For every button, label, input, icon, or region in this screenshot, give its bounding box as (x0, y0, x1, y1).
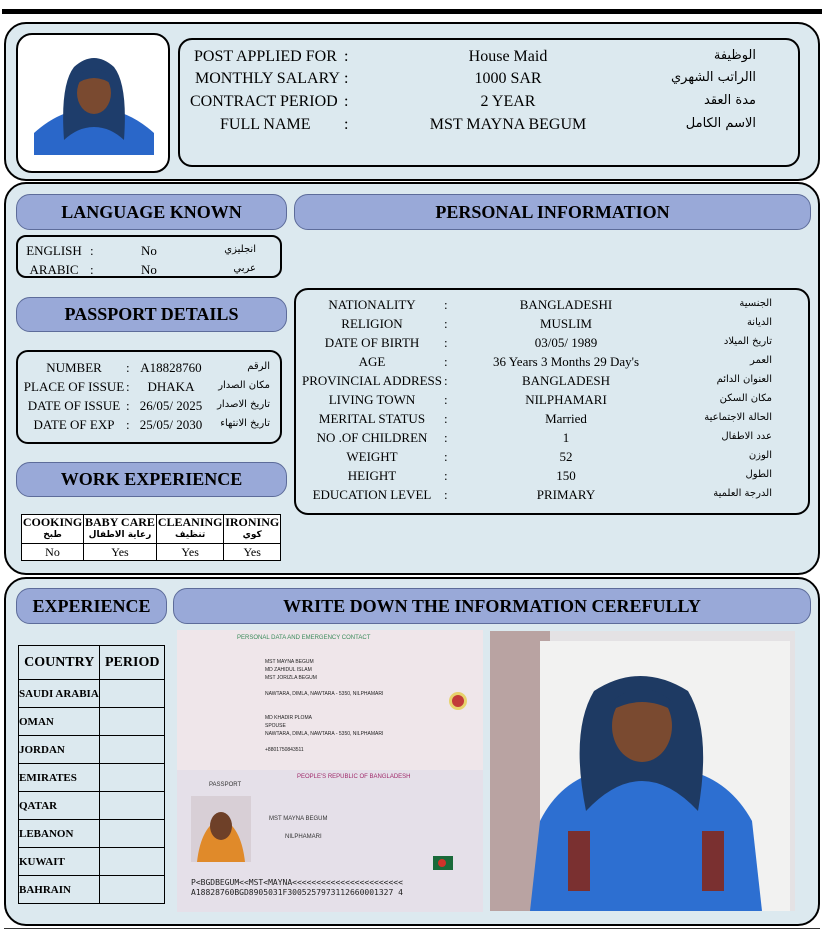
work-column-en: COOKING (22, 515, 83, 529)
work-column-ar: تنظيف (175, 530, 206, 540)
header-colon: : (344, 70, 349, 87)
passport-arabic: تاريخ الانتهاء (220, 418, 270, 429)
work-column-value: Yes (156, 544, 224, 561)
passport-scan (177, 630, 483, 912)
language-label: ARABIC (29, 262, 79, 277)
experience-country: OMAN (19, 708, 100, 736)
personal-label: NO .OF CHILDREN (316, 430, 428, 445)
personal-colon: : (444, 297, 448, 312)
experience-country: SAUDI ARABIA (19, 680, 100, 708)
personal-label: PROVINCIAL ADDRESS (302, 373, 443, 388)
personal-value: 36 Years 3 Months 29 Day's (492, 354, 640, 369)
work-column-ar: كوي (242, 530, 262, 540)
experience-country: JORDAN (19, 736, 100, 764)
personal-arabic: الجنسية (739, 298, 772, 309)
work-column-en: CLEANING (157, 515, 223, 529)
personal-value: NILPHAMARI (525, 392, 607, 407)
experience-country: QATAR (19, 792, 100, 820)
personal-label: MERITAL STATUS (318, 411, 426, 426)
pi-mother: MST JORIZLA BEGUM (265, 675, 317, 681)
passport-colon: : (126, 360, 130, 375)
passport-arabic: مكان الصدار (218, 380, 270, 391)
passport-label: DATE OF EXP (33, 417, 115, 432)
personal-arabic: العنوان الدائم (716, 374, 772, 385)
flag-icon (433, 856, 453, 870)
header-arabic: االراتب الشهري (671, 70, 756, 85)
passport-town-field: NILPHAMARI (285, 834, 322, 840)
experience-row (19, 848, 165, 876)
passport-colon: : (126, 379, 130, 394)
experience-row (19, 680, 165, 708)
header-value: House Maid (468, 48, 548, 65)
personal-label: LIVING TOWN (328, 392, 416, 407)
post-details-box (178, 38, 800, 167)
header-arabic: الاسم الكامل (685, 116, 756, 131)
passport-label: PASSPORT (209, 782, 242, 788)
personal-label: WEIGHT (346, 449, 398, 464)
experience-country: BAHRAIN (19, 876, 100, 904)
header-arabic: مدة العقد (704, 93, 756, 108)
personal-information-heading: PERSONAL INFORMATION (294, 194, 811, 230)
personal-arabic: عدد الاطفال (721, 431, 772, 442)
personal-colon: : (444, 411, 448, 426)
passport-photo-page (177, 770, 483, 912)
language-box (16, 235, 282, 278)
language-arabic: انجليزي (224, 244, 256, 255)
passport-value: DHAKA (147, 379, 195, 394)
personal-label: EDUCATION LEVEL (312, 487, 432, 502)
experience-country: KUWAIT (19, 848, 100, 876)
photo-frame (16, 33, 170, 173)
language-colon: : (90, 262, 94, 277)
passport-label: DATE OF ISSUE (27, 398, 121, 413)
language-known-heading: LANGUAGE KNOWN (16, 194, 287, 230)
pi-phone: +8801750843511 (265, 747, 304, 753)
header-colon: : (344, 93, 349, 110)
personal-value: MUSLIM (539, 316, 592, 331)
passport-data-heading: PERSONAL DATA AND EMERGENCY CONTACT (237, 635, 371, 641)
header-row (180, 70, 798, 92)
experience-country: LEBANON (19, 820, 100, 848)
personal-label: AGE (358, 354, 386, 369)
work-column-header (156, 515, 224, 544)
experience-row (19, 708, 165, 736)
passport-label: PLACE OF ISSUE (23, 379, 125, 394)
header-label: MONTHLY SALARY (195, 70, 340, 87)
work-column-en: BABY CARE (85, 515, 155, 529)
header-label: POST APPLIED FOR (194, 48, 337, 65)
personal-colon: : (444, 487, 448, 502)
passport-value: A18828760 (140, 360, 202, 375)
passport-name-field: MST MAYNA BEGUM (269, 816, 328, 822)
country-header: COUNTRY (19, 646, 100, 680)
header-label: CONTRACT PERIOD (190, 93, 338, 110)
personal-value: 150 (556, 468, 576, 483)
header-value: MST MAYNA BEGUM (429, 116, 587, 133)
personal-colon: : (444, 430, 448, 445)
passport-arabic: تاريخ الاصدار (217, 399, 270, 410)
header-row (180, 93, 798, 115)
work-column-header (224, 515, 281, 544)
work-column-header (22, 515, 84, 544)
personal-value: 1 (562, 430, 570, 445)
work-column-value: Yes (224, 544, 281, 561)
information-banner: WRITE DOWN THE INFORMATION CEREFULLY (173, 588, 811, 624)
experience-period (100, 876, 165, 904)
emblem-icon (449, 692, 467, 710)
language-value: No (141, 243, 157, 258)
experience-period (100, 792, 165, 820)
passport-data-page (177, 630, 483, 770)
personal-arabic: الديانة (746, 317, 772, 328)
work-experience-heading: WORK EXPERIENCE (16, 462, 287, 497)
work-experience-table (21, 514, 281, 561)
applicant-photo (34, 45, 154, 155)
personal-arabic: مكان السكن (719, 393, 772, 404)
passport-details-heading: PASSPORT DETAILS (16, 297, 287, 332)
header-label: FULL NAME (220, 116, 311, 133)
personal-label: DATE OF BIRTH (324, 335, 420, 350)
personal-colon: : (444, 316, 448, 331)
pi-name: MST MAYNA BEGUM (265, 659, 314, 665)
language-label: ENGLISH (26, 243, 82, 258)
header-colon: : (344, 48, 349, 65)
header-value: 2 YEAR (480, 93, 536, 110)
pi-father: MD ZAHIDUL ISLAM (265, 667, 312, 673)
personal-value: BANGLADESH (521, 373, 611, 388)
header-row (180, 48, 798, 70)
personal-colon: : (444, 373, 448, 388)
passport-label: NUMBER (46, 360, 102, 375)
work-column-value: No (22, 544, 84, 561)
language-value: No (141, 262, 157, 277)
personal-value: 03/05/ 1989 (534, 335, 598, 350)
personal-value: Married (545, 411, 587, 426)
experience-row (19, 764, 165, 792)
personal-value: PRIMARY (536, 487, 596, 502)
personal-arabic: تاريخ الميلاد (723, 336, 772, 347)
personal-colon: : (444, 354, 448, 369)
passport-colon: : (126, 417, 130, 432)
work-column-value: Yes (84, 544, 157, 561)
period-header: PERIOD (100, 646, 165, 680)
pi-contact: MD KHADIR PLOMA (265, 715, 312, 721)
pi-relation: SPOUSE (265, 723, 286, 729)
experience-panel (4, 577, 820, 926)
experience-period (100, 736, 165, 764)
experience-period (100, 680, 165, 708)
personal-value: BANGLADESHI (519, 297, 613, 312)
passport-box (16, 350, 282, 444)
personal-label: NATIONALITY (328, 297, 416, 312)
personal-label: HEIGHT (347, 468, 397, 483)
personal-value: 52 (559, 449, 573, 464)
top-rule (2, 9, 822, 14)
work-column-ar: طبخ (43, 530, 62, 540)
passport-arabic: الرقم (247, 361, 270, 372)
personal-info-box (294, 288, 810, 515)
personal-arabic: الوزن (748, 450, 772, 461)
passport-value: 25/05/ 2030 (139, 417, 203, 432)
experience-row (19, 736, 165, 764)
passport-value: 26/05/ 2025 (139, 398, 203, 413)
work-column-header (84, 515, 157, 544)
personal-label: RELIGION (341, 316, 403, 331)
passport-country-heading: PEOPLE'S REPUBLIC OF BANGLADESH (297, 774, 411, 780)
personal-arabic: الطول (745, 469, 772, 480)
full-body-photo (490, 631, 795, 911)
pi-address: NAWTARA, DIMLA, NAWTARA - 5350, NILPHAMARI (265, 691, 384, 697)
pi-address-2: NAWTARA, DIMLA, NAWTARA - 5350, NILPHAMARI (265, 731, 384, 737)
mrz-line-2: A18828760BGD8905031F3005257973112660001327 4 (191, 888, 403, 897)
personal-colon: : (444, 392, 448, 407)
mrz-line-1: P<BGDBEGUM<<MST<MAYNA<<<<<<<<<<<<<<<<<<<<<<< (191, 878, 403, 887)
personal-colon: : (444, 468, 448, 483)
passport-mrz (191, 878, 403, 898)
work-column-en: IRONING (225, 515, 280, 529)
language-arabic: عربي (233, 263, 256, 274)
bottom-rule (4, 928, 820, 933)
profile-panel (4, 182, 820, 575)
header-colon: : (344, 116, 349, 133)
personal-colon: : (444, 335, 448, 350)
passport-colon: : (126, 398, 130, 413)
experience-period (100, 764, 165, 792)
experience-heading: EXPERIENCE (16, 588, 167, 624)
experience-row (19, 820, 165, 848)
experience-period (100, 708, 165, 736)
experience-row (19, 876, 165, 904)
personal-colon: : (444, 449, 448, 464)
personal-arabic: الحالة الاجتماعية (704, 412, 772, 423)
passport-holder-photo (191, 796, 251, 862)
experience-period (100, 820, 165, 848)
experience-country: EMIRATES (19, 764, 100, 792)
header-value: 1000 SAR (474, 70, 542, 87)
header-row (180, 116, 798, 138)
experience-row (19, 792, 165, 820)
personal-arabic: العمر (750, 355, 772, 366)
work-column-ar: رعاية الاطفال (88, 530, 152, 540)
header-arabic: الوظيفة (713, 48, 756, 63)
experience-period (100, 848, 165, 876)
experience-table (18, 645, 165, 904)
language-colon: : (90, 243, 94, 258)
personal-arabic: الدرجة العلمية (713, 488, 772, 499)
header-panel (4, 22, 820, 181)
